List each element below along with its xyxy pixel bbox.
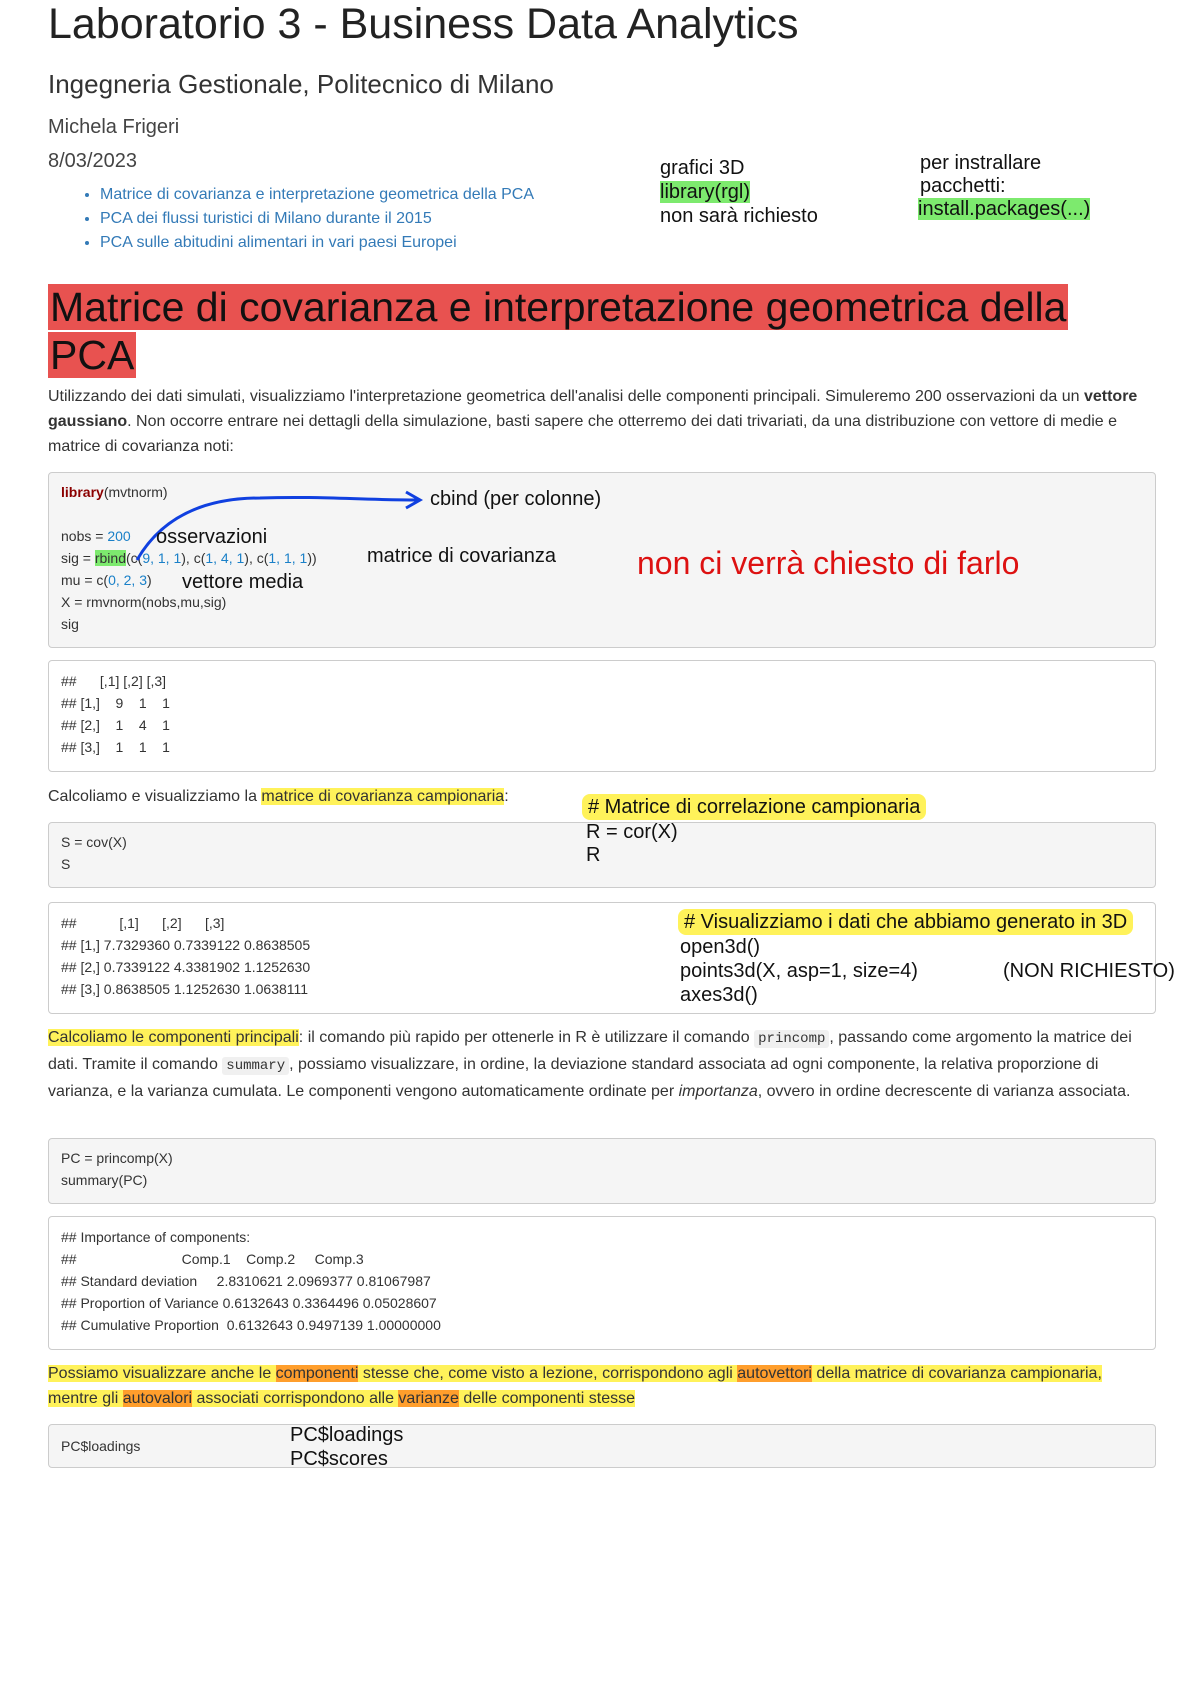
code-line: summary(PC) <box>61 1172 148 1188</box>
code-line: PC$loadings <box>61 1438 141 1454</box>
output-line: ## Proportion of Variance 0.6132643 0.3364496 0.05028607 <box>61 1295 437 1311</box>
code-line: sig <box>61 616 79 632</box>
note-points3d: points3d(X, asp=1, size=4) <box>680 960 918 982</box>
toc-link-abitudini[interactable]: PCA sulle abitudini alimentari in vari paesi Europei <box>100 234 457 251</box>
code-line: nobs = 200 <box>61 528 131 544</box>
page-subtitle: Ingegneria Gestionale, Politecnico di Milano <box>48 69 554 99</box>
output-line: ## [,1] [,2] [,3] <box>61 673 167 689</box>
paragraph-componenti-principali: Calcoliamo le componenti principali: il comando più rapido per ottenerle in R è utilizzare il comando princomp , passando come argomento la matrice dei dati. Tramite il comando summary , possiamo visualizzare, in ordine, la deviazione standard associata ad ogni componente, la relativa proporzione di varianza, e la varianza cumulata. Le componenti vengono automaticamente ordinate per importanza, ovvero in ordine decrescente di varianza associata. <box>48 1029 1132 1100</box>
toc-link-flussi[interactable]: PCA dei flussi turistici di Milano durante il 2015 <box>100 210 432 227</box>
note-library-rgl: library(rgl) <box>660 181 750 203</box>
code-line: sig = rbind(c(9, 1, 1), c(1, 4, 1), c(1, 1, 1)) <box>61 550 317 566</box>
code-line: library(mvtnorm) <box>61 484 168 500</box>
note-pc-loadings: PC$loadings <box>290 1424 404 1446</box>
note-r: R <box>586 844 601 866</box>
output-line: ## [3,] 1 1 1 <box>61 739 170 755</box>
output-line: ## [,1] [,2] [,3] <box>61 915 225 931</box>
output-line: ## [1,] 9 1 1 <box>61 695 170 711</box>
section-heading-covarianza: Matrice di covarianza e interpretazione geometrica della PCA <box>50 284 1067 378</box>
intro-paragraph: Utilizzando dei dati simulati, visualizziamo l'interpretazione geometrica dell'analisi delle componenti principali. Simuleremo 200 osservazioni da un vettore gaussiano. Non occorre entrare nei dettagli della simulazione, basti sapere che otterremo dei dati trivariati, da una distribuzione con vettore di medie e matrice di covarianza noti: <box>48 388 1138 455</box>
output-line: ## [2,] 0.7339122 4.3381902 1.1252630 <box>61 959 311 975</box>
note-non-chiesto: non ci verrà chiesto di farlo <box>637 545 1020 581</box>
output-line: ## Importance of components: <box>61 1229 251 1245</box>
note-osservazioni: osservazioni <box>156 526 268 548</box>
note-cbind: cbind (per colonne) <box>430 488 602 510</box>
note-non-richiesto: non sarà richiesto <box>660 205 818 227</box>
output-sig <box>48 660 1156 772</box>
output-summary <box>48 1216 1156 1350</box>
output-line: ## Cumulative Proportion 0.6132643 0.9497139 1.00000000 <box>61 1317 441 1333</box>
output-line: ## [1,] 7.7329360 0.7339122 0.8638505 <box>61 937 311 953</box>
note-matrice-covarianza: matrice di covarianza <box>367 545 556 567</box>
code-line: S = cov(X) <box>61 834 127 850</box>
code-block-loadings <box>48 1424 1156 1468</box>
code-block-princomp <box>48 1138 1156 1204</box>
page-title: Laboratorio 3 - Business Data Analytics <box>48 0 799 48</box>
note-install-packages: install.packages(...) <box>918 198 1091 220</box>
code-line: S <box>61 856 71 872</box>
author: Michela Frigeri <box>48 116 180 138</box>
output-line: ## Standard deviation 2.8310621 2.0969377 0.81067987 <box>61 1273 431 1289</box>
output-line: ## Comp.1 Comp.2 Comp.3 <box>61 1251 364 1267</box>
note-pacchetti: pacchetti: <box>920 175 1006 197</box>
note-visualizziamo-3d: # Visualizziamo i dati che abbiamo generato in 3D <box>678 911 1133 934</box>
note-axes3d: axes3d() <box>680 984 758 1006</box>
output-line: ## [2,] 1 4 1 <box>61 717 170 733</box>
note-vettore-media: vettore media <box>182 571 304 593</box>
toc-link-covarianza[interactable]: Matrice di covarianza e interpretazione geometrica della PCA <box>100 186 534 203</box>
note-cor-code: R = cor(X) <box>586 821 678 843</box>
code-line: PC = princomp(X) <box>61 1150 173 1166</box>
paragraph-autovettori: Possiamo visualizzare anche le componenti stesse che, come visto a lezione, corrispondono agli autovettori della matrice di covarianza campionaria, mentre gli autovalori associati corrispondono alle varianze delle componenti stesse <box>48 1365 1102 1407</box>
output-line: ## [3,] 0.8638505 1.1252630 1.0638111 <box>61 981 309 997</box>
note-non-richiesto-3d: (NON RICHIESTO) <box>1003 960 1175 982</box>
date: 8/03/2023 <box>48 150 137 172</box>
note-open3d: open3d() <box>680 936 761 958</box>
note-grafici-3d: grafici 3D <box>660 157 745 179</box>
paragraph-covarianza: Calcoliamo e visualizziamo la matrice di covarianza campionaria: <box>48 788 509 805</box>
note-per-installare: per instrallare <box>920 152 1042 174</box>
note-correlazione: # Matrice di correlazione campionaria <box>582 796 926 819</box>
code-line: mu = c(0, 2, 3) <box>61 572 152 588</box>
note-pc-scores: PC$scores <box>290 1448 388 1470</box>
code-line: X = rmvnorm(nobs,mu,sig) <box>61 594 227 610</box>
